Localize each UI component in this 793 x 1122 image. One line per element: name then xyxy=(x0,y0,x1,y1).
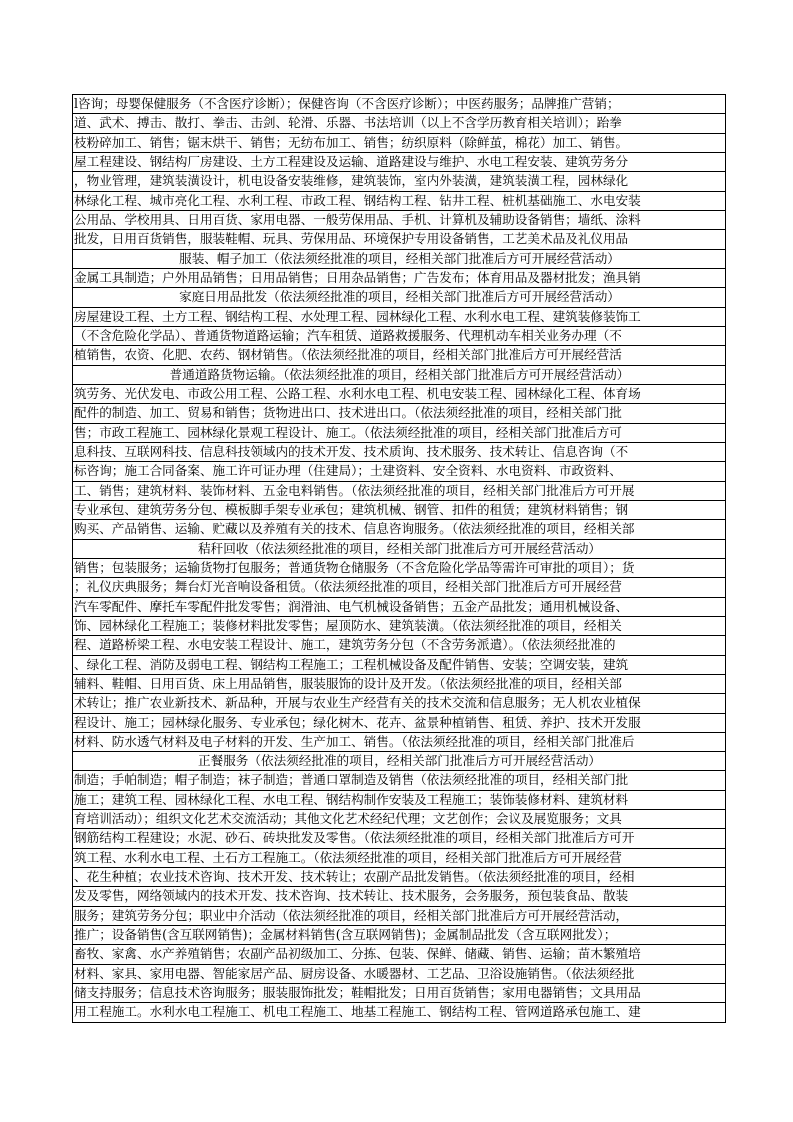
table-row xyxy=(73,153,725,172)
table-row xyxy=(73,714,725,733)
table-row xyxy=(73,965,725,984)
table-row xyxy=(73,752,725,771)
table-row xyxy=(73,288,725,307)
table-cell-text: 销售；包装服务；运输货物打包服务；普通货物仓储服务（不含危险化学品等需许可审批的项目）；货 xyxy=(74,559,635,575)
table-cell-text: 、花生种植；农业技术咨询、技术开发、技术转让；农副产品批发销售。（依法须经批准的项目，经相 xyxy=(74,869,635,885)
table-row xyxy=(73,462,725,481)
table-row xyxy=(73,424,725,443)
table-cell-text: 材料、防水透气材料及电子材料的开发、生产加工、销售。（依法须经批准的项目，经相关部门批准后 xyxy=(74,733,635,749)
table-cell-text: 汽车零配件、摩托车零配件批发零售；润滑油、电气机械设备销售；五金产品批发；通用机械设备、 xyxy=(74,598,629,614)
table-cell-text: 房屋建设工程、土方工程、钢结构工程、水处理工程、园林绿化工程、水利水电工程、建筑装修装饰工 xyxy=(74,308,641,324)
table-row xyxy=(73,656,725,675)
table-cell-text: 材料、家具、家用电器、智能家居产品、厨房设备、水暖器材、工艺品、卫浴设施销售。（依法须经批 xyxy=(74,965,635,981)
table-cell-text: 息科技、互联网科技、信息科技领域内的技术开发、技术质询、技术服务、技术转让、信息咨询（不 xyxy=(74,443,629,459)
table-cell-text: 购买、产品销售、运输、贮藏以及养殖有关的技术、信息咨询服务。（依法须经批准的项目，经相关部 xyxy=(74,521,635,537)
table-cell-text: 批发，日用百货销售，服装鞋帽、玩具、劳保用品、环境保护专用设备销售，工艺美术品及礼仪用品 xyxy=(74,231,629,247)
table-cell-text: 服务；建筑劳务分包；职业中介活动（依法须经批准的项目，经相关部门批准后方可开展经营活动， xyxy=(74,907,629,923)
table-cell-text: 林绿化工程、城市亮化工程、水利工程、市政工程、钢结构工程、钻井工程、桩机基础施工、水电安装 xyxy=(74,192,641,208)
table-cell-text: 施工；建筑工程、园林绿化工程、水电工程、钢结构制作安装及工程施工；装饰装修材料、建筑材料 xyxy=(74,791,629,807)
table-cell-text: 育培训活动）；组织文化艺术交流活动；其他文化艺术经纪代理；文艺创作；会议及展览服务；文具 xyxy=(74,811,622,827)
table-row xyxy=(73,578,725,597)
table-row xyxy=(73,192,725,211)
table-cell-text: l咨询；母婴保健服务（不含医疗诊断）；保健咨询（不含医疗诊断）；中医药服务；品牌推广营销； xyxy=(74,96,620,111)
table-cell-text: 筑工程、水利水电工程、土石方工程施工。（依法须经批准的项目，经相关部门批准后方可开展经营 xyxy=(74,849,622,865)
table-cell-text: 金属工具制造；户外用品销售；日用品销售；日用杂品销售；广告发布；体育用品及器材批发；渔具销 xyxy=(74,269,641,285)
table-row xyxy=(73,134,725,153)
table-cell-text: 制造；手帕制造；帽子制造；袜子制造；普通口罩制造及销售（依法须经批准的项目，经相关部门批 xyxy=(74,772,629,788)
table-row xyxy=(73,114,725,133)
table-row xyxy=(73,829,725,848)
table-row xyxy=(73,559,725,578)
table-cell-text: 服装、帽子加工（依法须经批准的项目，经相关部门批准后方可开展经营活动） xyxy=(179,250,620,266)
table-cell-text: 普通道路货物运输。（依法须经批准的项目，经相关部门批准后方可开展经营活动） xyxy=(169,366,630,382)
table-cell-text: 用工程施工。水利水电工程施工、机电工程施工、地基工程施工、钢结构工程、管网道路承包施工、建 xyxy=(74,1004,641,1020)
table-cell-text: 秸秆回收（依法须经批准的项目，经相关部门批准后方可开展经营活动） xyxy=(198,540,601,556)
business-scope-table xyxy=(72,94,726,1023)
table-row xyxy=(73,230,725,249)
table-cell-text: 专业承包、建筑劳务分包、模板脚手架专业承包；建筑机械、钢管、扣件的租赁；建筑材料销售；钢 xyxy=(74,501,629,517)
table-row xyxy=(73,849,725,868)
table-cell-text: 程设计、施工；园林绿化服务、专业承包；绿化树木、花卉、盆景种植销售、租赁、养护、技术开发服 xyxy=(74,714,641,730)
table-row xyxy=(73,95,725,114)
table-row xyxy=(73,636,725,655)
table-row xyxy=(73,887,725,906)
table-row xyxy=(73,385,725,404)
table-cell-text: 畜牧、家禽、水产养殖销售；农副产品初级加工、分拣、包装、保鲜、储藏、销售、运输；苗木繁殖培 xyxy=(74,946,641,962)
table-row xyxy=(73,540,725,559)
table-row xyxy=(73,868,725,887)
table-cell-text: 程、道路桥梁工程、水电安装工程设计、施工，建筑劳务分包（不含劳务派遣）。（依法须经批准的 xyxy=(74,637,616,653)
table-row xyxy=(73,346,725,365)
table-cell-text: 钢筋结构工程建设；水泥、砂石、砖块批发及零售。（依法须经批准的项目，经相关部门批准后方可开 xyxy=(74,830,635,846)
table-row xyxy=(73,810,725,829)
table-row xyxy=(73,907,725,926)
table-row xyxy=(73,172,725,191)
table-cell-text: 道、武术、搏击、散打、拳击、击剑、轮滑、乐器、书法培训（以上不含学历教育相关培训）；跆拳 xyxy=(74,115,622,131)
table-cell-text: 辅料、鞋帽、日用百货、床上用品销售，服装服饰的设计及开发。（依法须经批准的项目，经相关部 xyxy=(74,675,622,691)
table-row xyxy=(73,733,725,752)
table-row xyxy=(73,926,725,945)
table-cell-text: 发及零售，网络领域内的技术开发、技术咨询、技术转让、技术服务，会务服务，预包装食品、散装 xyxy=(74,888,629,904)
table-cell-text: 配件的制造、加工、贸易和销售；货物进出口、技术进出口。（依法须经批准的项目，经相关部门批 xyxy=(74,405,622,421)
table-cell-text: 工、销售；建筑材料、装饰材料、五金电料销售。（依法须经批准的项目，经相关部门批准后方可开展 xyxy=(74,482,635,498)
table-row xyxy=(73,771,725,790)
table-cell-text: 储支持服务；信息技术咨询服务；服装服饰批发；鞋帽批发；日用百货销售；家用电器销售；文具用品 xyxy=(74,985,641,1001)
table-row xyxy=(73,1003,725,1022)
table-cell-text: 正餐服务（依法须经批准的项目，经相关部门批准后方可开展经营活动） xyxy=(198,753,601,769)
table-cell-text: 售；市政工程施工、园林绿化景观工程设计、施工。（依法须经批准的项目，经相关部门批准后方可 xyxy=(74,424,622,440)
table-cell-text: 屋工程建设、钢结构厂房建设、土方工程建设及运输、道路建设与维护、水电工程安装、建筑劳务分 xyxy=(74,153,629,169)
table-row xyxy=(73,443,725,462)
table-row xyxy=(73,984,725,1003)
table-cell-text: （不含危险化学品）、普通货物道路运输；汽车租赁、道路救援服务、代理机动车相关业务办理（不 xyxy=(74,327,622,343)
table-row xyxy=(73,501,725,520)
table-row xyxy=(73,598,725,617)
table-cell-text: 饰、园林绿化工程施工；装修材料批发零售；屋顶防水、建筑装潢。（依法须经批准的项目，经相关 xyxy=(74,617,622,633)
table-row xyxy=(73,250,725,269)
table-cell-text: 筑劳务、光伏发电、市政公用工程、公路工程、水利水电工程、机电安装工程、园林绿化工程、体育场 xyxy=(74,385,641,401)
table-row xyxy=(73,404,725,423)
table-cell-text: 家庭日用品批发（依法须经批准的项目，经相关部门批准后方可开展经营活动） xyxy=(179,289,620,305)
table-row xyxy=(73,791,725,810)
table-row xyxy=(73,482,725,501)
table-cell-text: 枝粉碎加工、销售；锯末烘干、销售；无纺布加工、销售；纺织原料（除鲜茧，棉花）加工、销售。 xyxy=(74,134,629,150)
table-cell-text: 标咨询；施工合同备案、施工许可证办理（住建局）；土建资料、安全资料、水电资料、市政资料、 xyxy=(74,463,622,479)
table-row xyxy=(73,520,725,539)
table-row xyxy=(73,694,725,713)
table-row xyxy=(73,211,725,230)
table-row xyxy=(73,327,725,346)
table-cell-text: 术转让；推广农业新技术、新品种，开展与农业生产经营有关的技术交流和信息服务；无人机农业植保 xyxy=(74,695,641,711)
table-cell-text: ；礼仪庆典服务；舞台灯光音响设备租赁。（依法须经批准的项目，经相关部门批准后方可开展经营 xyxy=(74,579,622,595)
table-cell-text: ，物业管理，建筑装潢设计，机电设备安装维修，建筑装饰，室内外装潢，建筑装潢工程，园林绿化 xyxy=(74,173,629,189)
table-cell-text: 公用品、学校用具、日用百货、家用电器、一般劳保用品、手机、计算机及辅助设备销售；墙纸、涂料 xyxy=(74,211,641,227)
table-row xyxy=(73,675,725,694)
table-row xyxy=(73,308,725,327)
table-cell-text: 推广；设备销售(含互联网销售)；金属材料销售(含互联网销售)；金属制品批发（含互联网批发）； xyxy=(74,927,617,943)
table-row xyxy=(73,366,725,385)
table-cell-text: 、绿化工程、消防及弱电工程、钢结构工程施工；工程机械设备及配件销售、安装；空调安装，建筑 xyxy=(74,656,629,672)
table-row xyxy=(73,617,725,636)
table-row xyxy=(73,945,725,964)
table-row xyxy=(73,269,725,288)
table-cell-text: 植销售，农资、化肥、农药、钢材销售。（依法须经批准的项目，经相关部门批准后方可开展经营活 xyxy=(74,347,622,363)
